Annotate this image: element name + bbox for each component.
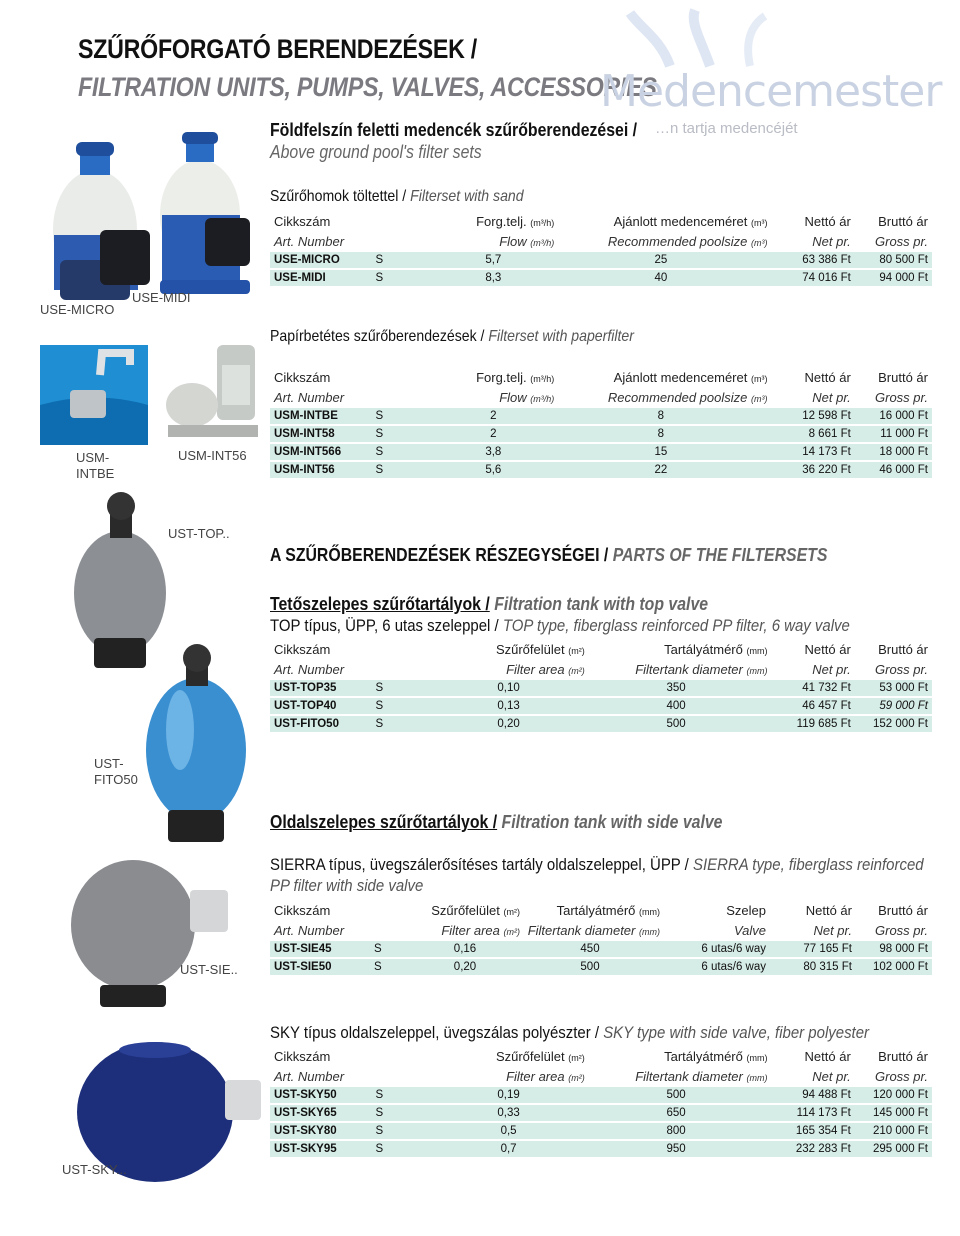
- table-cell: 3,8: [432, 444, 554, 460]
- table-row: [270, 1105, 932, 1121]
- table-cell: S: [372, 1123, 433, 1139]
- header-text: Forg.telj.: [476, 369, 527, 385]
- parts-section-title: [270, 545, 827, 566]
- header-text: (m³): [750, 393, 768, 404]
- table-row: [270, 408, 932, 424]
- table-cell: S: [372, 716, 433, 732]
- table-cell: [520, 901, 660, 919]
- navy-tank-icon: [77, 1042, 233, 1182]
- table-cell: S: [372, 680, 433, 696]
- table-cell: S: [372, 252, 433, 268]
- table-cell: [372, 368, 433, 386]
- table-header-en: [270, 388, 932, 406]
- table-cell: Art. Number: [274, 233, 345, 249]
- table-cell: [370, 921, 410, 939]
- table-cell: 94 000 Ft: [855, 270, 932, 286]
- header-text: (mm): [746, 645, 768, 656]
- table-cell: USM-INT56: [270, 462, 372, 478]
- table-cell: 53 000 Ft: [855, 680, 932, 696]
- table-cell: Bruttó ár: [878, 902, 928, 918]
- top-valve-table: [270, 638, 932, 734]
- table-cell: [410, 921, 520, 939]
- table-cell: 2: [432, 408, 554, 424]
- table-cell: 25: [554, 252, 767, 268]
- page-title: SZŰRŐFORGATÓ BERENDEZÉSEK /: [78, 34, 477, 64]
- table-row: [270, 698, 932, 714]
- table-cell: UST-SIE50: [270, 959, 370, 975]
- table-cell: 59 000 Ft: [855, 698, 932, 714]
- table-cell: Net pr.: [812, 233, 851, 249]
- table-cell: 74 016 Ft: [767, 270, 854, 286]
- table-cell: 18 000 Ft: [855, 444, 932, 460]
- table-cell: [554, 232, 767, 250]
- table-cell: Gross pr.: [875, 389, 928, 405]
- table-cell: 0,20: [432, 716, 584, 732]
- side-sub-hu: SIERRA típus, üvegszálerősítéses tartály oldalszeleppel, ÜPP /: [270, 855, 689, 874]
- table-cell: [372, 640, 433, 658]
- table-row: [270, 959, 932, 975]
- header-text: (m²): [503, 926, 520, 937]
- table-cell: 46 457 Ft: [767, 698, 854, 714]
- table-cell: UST-SKY80: [270, 1123, 372, 1139]
- side-valve-icon: [225, 1080, 261, 1120]
- table-row: [270, 1141, 932, 1157]
- pool-skimmer-image: [40, 345, 160, 450]
- caption-use-midi: USE-MIDI: [132, 290, 191, 305]
- table-cell: [432, 388, 554, 406]
- table-cell: USM-INT566: [270, 444, 372, 460]
- header-text: (m³): [750, 373, 768, 384]
- header-text: (mm): [746, 1052, 768, 1063]
- table-cell: 98 000 Ft: [856, 941, 932, 957]
- table-cell: UST-FITO50: [270, 716, 372, 732]
- table-cell: Valve: [733, 922, 766, 938]
- top-title-en: Filtration tank with top valve: [494, 594, 709, 614]
- table-cell: Cikkszám: [274, 369, 331, 385]
- table-cell: 500: [585, 1087, 768, 1103]
- table-cell: [372, 212, 433, 230]
- table-row: [270, 252, 932, 268]
- table-cell: 8: [554, 408, 767, 424]
- header-text: (m³/h): [530, 373, 555, 384]
- table-cell: [585, 1047, 768, 1065]
- top-sub-en: TOP type, fiberglass reinforced PP filter, 6 way valve: [502, 616, 850, 635]
- table-cell: 6 utas/6 way: [660, 941, 770, 957]
- table-cell: 450: [520, 941, 660, 957]
- paper-filter-pump-image: [162, 340, 262, 450]
- table-cell: [372, 388, 433, 406]
- header-text: Filtertank diameter: [527, 922, 636, 938]
- caption-use-micro: USE-MICRO: [40, 302, 115, 317]
- table-cell: 400: [585, 698, 768, 714]
- table-cell: 114 173 Ft: [767, 1105, 854, 1121]
- header-text: (m²): [568, 645, 585, 656]
- table-cell: S: [372, 408, 433, 424]
- header-text: Filter area: [506, 1068, 565, 1084]
- table-cell: 145 000 Ft: [855, 1105, 932, 1121]
- side-title-en: Filtration tank with side valve: [501, 812, 723, 832]
- side-valve-icon: [190, 890, 228, 932]
- header-text: (m³/h): [530, 217, 555, 228]
- table-cell: 14 173 Ft: [767, 444, 854, 460]
- table-cell: Bruttó ár: [878, 369, 928, 385]
- table-cell: 152 000 Ft: [855, 716, 932, 732]
- table-header-hu: [270, 901, 932, 919]
- table-cell: S: [372, 444, 433, 460]
- header-text: (m³/h): [530, 237, 555, 248]
- table-cell: Gross pr.: [875, 233, 928, 249]
- table-cell: Cikkszám: [274, 902, 331, 918]
- table-cell: 22: [554, 462, 767, 478]
- header-text: (mm): [639, 926, 660, 937]
- table-cell: Cikkszám: [274, 641, 331, 657]
- paper-section-title: [270, 328, 634, 346]
- table-cell: Net pr.: [813, 922, 852, 938]
- table-row: [270, 462, 932, 478]
- header-text: Forg.telj.: [476, 213, 527, 229]
- table-header-en: [270, 232, 932, 250]
- table-cell: S: [370, 941, 410, 957]
- table-cell: 0,20: [410, 959, 520, 975]
- table-row: [270, 270, 932, 286]
- table-cell: 232 283 Ft: [767, 1141, 854, 1157]
- caption-ust-fito-line2: FITO50: [94, 772, 138, 787]
- header-text: (m²): [568, 1052, 585, 1063]
- header-text: Filter area: [506, 661, 565, 677]
- table-cell: 0,33: [432, 1105, 584, 1121]
- skimmer-basket-icon: [70, 390, 106, 418]
- table-cell: Szelep: [726, 902, 766, 918]
- top-valve-subtitle: [270, 616, 850, 636]
- table-cell: 500: [520, 959, 660, 975]
- table-cell: 80 315 Ft: [770, 959, 856, 975]
- table-row: [270, 680, 932, 696]
- section-above-ground-title-en: Above ground pool's filter sets: [270, 142, 482, 162]
- side-sub-en-2: PP filter with side valve: [270, 876, 424, 895]
- table-cell: [432, 1047, 584, 1065]
- side-valve-subtitle: [270, 855, 924, 875]
- table-cell: [432, 1067, 584, 1085]
- table-cell: Gross pr.: [875, 661, 928, 677]
- table-cell: [372, 660, 433, 678]
- table-cell: S: [372, 426, 433, 442]
- paper-title-en: Filterset with paperfilter: [488, 328, 634, 345]
- table-row: [270, 941, 932, 957]
- table-cell: Cikkszám: [274, 213, 331, 229]
- side-valve-table: [270, 899, 932, 977]
- header-text: Ajánlott medenceméret: [613, 213, 748, 229]
- table-cell: [432, 640, 584, 658]
- header-text: (m³): [750, 237, 768, 248]
- sky-table: [270, 1045, 932, 1159]
- table-cell: [432, 368, 554, 386]
- table-cell: 2: [432, 426, 554, 442]
- sky-sub-en: SKY type with side valve, fiber polyester: [603, 1023, 870, 1042]
- table-cell: S: [370, 959, 410, 975]
- table-cell: [372, 232, 433, 250]
- table-cell: [585, 660, 768, 678]
- table-cell: 15: [554, 444, 767, 460]
- table-cell: Nettó ár: [804, 1048, 851, 1064]
- header-text: Filtertank diameter: [635, 661, 743, 677]
- table-cell: UST-SKY50: [270, 1087, 372, 1103]
- table-header-hu: [270, 640, 932, 658]
- table-cell: 120 000 Ft: [855, 1087, 932, 1103]
- side-sub-en-1: SIERRA type, fiberglass reinforced: [692, 855, 924, 874]
- header-text: (mm): [746, 665, 768, 676]
- table-cell: Nettó ár: [804, 213, 851, 229]
- table-cell: Art. Number: [274, 1068, 345, 1084]
- table-cell: [554, 368, 767, 386]
- table-cell: 0,19: [432, 1087, 584, 1103]
- table-cell: 8: [554, 426, 767, 442]
- header-text: Ajánlott medenceméret: [613, 369, 748, 385]
- header-text: Tartályátmérő: [556, 902, 636, 918]
- table-cell: 77 165 Ft: [770, 941, 856, 957]
- header-text: Flow: [499, 233, 527, 249]
- table-header-en: [270, 660, 932, 678]
- table-cell: Bruttó ár: [878, 213, 928, 229]
- caption-ust-sky: UST-SKY...: [62, 1162, 127, 1177]
- sky-sub-hu: SKY típus oldalszeleppel, üvegszálas polyészter /: [270, 1023, 600, 1042]
- table-cell: [370, 901, 410, 919]
- sand-filter-image: [20, 130, 270, 310]
- paper-filter-table: [270, 366, 932, 480]
- header-text: Szűrőfelület: [431, 902, 500, 918]
- table-header-hu: [270, 368, 932, 386]
- table-cell: USE-MIDI: [270, 270, 372, 286]
- caption-usm-intbe-line1: USM-: [76, 450, 110, 465]
- header-text: Tartályátmérő: [664, 1048, 743, 1064]
- table-cell: 6 utas/6 way: [660, 959, 770, 975]
- header-text: (m³): [750, 217, 768, 228]
- table-cell: 80 500 Ft: [855, 252, 932, 268]
- header-text: Tartályátmérő: [664, 641, 743, 657]
- table-cell: 800: [585, 1123, 768, 1139]
- sand-filter-table: [270, 210, 932, 288]
- table-cell: Gross pr.: [875, 922, 928, 938]
- table-cell: Cikkszám: [274, 1048, 331, 1064]
- table-cell: 0,5: [432, 1123, 584, 1139]
- pump-motor-icon: [166, 383, 218, 427]
- table-cell: Nettó ár: [804, 369, 851, 385]
- table-cell: 8,3: [432, 270, 554, 286]
- table-cell: 500: [585, 716, 768, 732]
- table-row: [270, 1087, 932, 1103]
- table-cell: 650: [585, 1105, 768, 1121]
- header-text: Recommended poolsize: [607, 389, 748, 405]
- table-cell: S: [372, 1141, 433, 1157]
- table-cell: UST-SKY95: [270, 1141, 372, 1157]
- table-cell: 0,10: [432, 680, 584, 696]
- table-cell: 41 732 Ft: [767, 680, 854, 696]
- caption-ust-sie: UST-SIE..: [180, 962, 238, 977]
- table-cell: 119 685 Ft: [767, 716, 854, 732]
- table-cell: Bruttó ár: [878, 1048, 928, 1064]
- table-cell: [585, 1067, 768, 1085]
- table-cell: 0,7: [432, 1141, 584, 1157]
- table-cell: 12 598 Ft: [767, 408, 854, 424]
- table-cell: [372, 1067, 433, 1085]
- header-text: Recommended poolsize: [607, 233, 748, 249]
- paper-title-hu: Papírbetétes szűrőberendezések /: [270, 328, 485, 345]
- header-text: (mm): [746, 1072, 768, 1083]
- table-cell: 0,16: [410, 941, 520, 957]
- table-cell: 295 000 Ft: [855, 1141, 932, 1157]
- top-valve-section-title: [270, 594, 708, 615]
- table-cell: S: [372, 462, 433, 478]
- table-cell: 11 000 Ft: [855, 426, 932, 442]
- table-cell: [432, 212, 554, 230]
- table-header-en: [270, 921, 932, 939]
- table-cell: [410, 901, 520, 919]
- table-cell: 950: [585, 1141, 768, 1157]
- table-cell: UST-SKY65: [270, 1105, 372, 1121]
- table-cell: Net pr.: [812, 389, 851, 405]
- sand-filter-midi-icon: [160, 132, 250, 294]
- header-text: (m²): [568, 1072, 585, 1083]
- header-text: (m²): [503, 906, 520, 917]
- table-cell: 102 000 Ft: [856, 959, 932, 975]
- table-cell: [432, 232, 554, 250]
- gray-tank-icon: [71, 860, 195, 990]
- brand-tagline: …n tartja medencéjét: [655, 120, 798, 137]
- header-text: (m³/h): [530, 393, 555, 404]
- sand-title-hu: Szűrőhomok töltettel /: [270, 188, 407, 205]
- table-header-hu: [270, 212, 932, 230]
- table-cell: 94 488 Ft: [767, 1087, 854, 1103]
- side-valve-tank-gray-image: [58, 850, 238, 1015]
- top-valve-tank-blue-image: [140, 640, 250, 845]
- table-cell: [554, 388, 767, 406]
- header-text: Filter area: [441, 922, 500, 938]
- caption-usm-int56: USM-INT56: [178, 448, 247, 463]
- sand-section-title: [270, 188, 524, 206]
- caption-usm-intbe-line2: INTBE: [76, 466, 115, 481]
- table-cell: 5,6: [432, 462, 554, 478]
- table-cell: [585, 640, 768, 658]
- table-cell: 46 000 Ft: [855, 462, 932, 478]
- gray-tank-icon: [74, 531, 166, 655]
- table-cell: UST-TOP35: [270, 680, 372, 696]
- table-cell: 40: [554, 270, 767, 286]
- side-valve-section-title: [270, 812, 722, 833]
- side-valve-subtitle-line2: [270, 876, 423, 896]
- table-cell: 8 661 Ft: [767, 426, 854, 442]
- table-cell: 5,7: [432, 252, 554, 268]
- table-cell: [372, 1047, 433, 1065]
- table-cell: [520, 921, 660, 939]
- table-cell: 350: [585, 680, 768, 696]
- table-cell: 63 386 Ft: [767, 252, 854, 268]
- table-cell: 0,13: [432, 698, 584, 714]
- section-above-ground-title: [270, 120, 637, 141]
- table-header-en: [270, 1067, 932, 1085]
- table-cell: S: [372, 1087, 433, 1103]
- table-cell: Art. Number: [274, 389, 345, 405]
- table-cell: UST-TOP40: [270, 698, 372, 714]
- sand-title-en: Filterset with sand: [410, 188, 524, 205]
- table-cell: Net pr.: [812, 1068, 851, 1084]
- table-cell: S: [372, 698, 433, 714]
- table-cell: Net pr.: [812, 661, 851, 677]
- header-text: Szűrőfelület: [495, 1048, 565, 1064]
- top-sub-hu: TOP típus, ÜPP, 6 utas szeleppel /: [270, 616, 499, 635]
- table-cell: USM-INTBE: [270, 408, 372, 424]
- top-title-hu: Tetőszelepes szűrőtartályok /: [270, 594, 490, 614]
- page-subtitle: FILTRATION UNITS, PUMPS, VALVES, ACCESSORIES: [78, 72, 657, 102]
- side-title-hu: Oldalszelepes szűrőtartályok /: [270, 812, 498, 832]
- header-text: Filtertank diameter: [635, 1068, 743, 1084]
- table-cell: USM-INT58: [270, 426, 372, 442]
- table-cell: 165 354 Ft: [767, 1123, 854, 1139]
- section-title-hu: Földfelszín feletti medencék szűrőberendezései /: [270, 120, 638, 140]
- table-cell: 210 000 Ft: [855, 1123, 932, 1139]
- table-row: [270, 426, 932, 442]
- table-cell: [432, 660, 584, 678]
- header-text: (mm): [639, 906, 660, 917]
- parts-title-en: PARTS OF THE FILTERSETS: [612, 545, 828, 565]
- table-cell: Art. Number: [274, 922, 345, 938]
- table-header-hu: [270, 1047, 932, 1065]
- table-row: [270, 444, 932, 460]
- sky-subtitle: [270, 1023, 869, 1043]
- header-text: Flow: [499, 389, 527, 405]
- table-cell: Bruttó ár: [878, 641, 928, 657]
- table-cell: USE-MICRO: [270, 252, 372, 268]
- table-cell: 16 000 Ft: [855, 408, 932, 424]
- table-cell: 36 220 Ft: [767, 462, 854, 478]
- table-cell: Gross pr.: [875, 1068, 928, 1084]
- table-cell: UST-SIE45: [270, 941, 370, 957]
- table-cell: S: [372, 1105, 433, 1121]
- caption-ust-fito-line1: UST-: [94, 756, 124, 771]
- table-cell: Nettó ár: [805, 902, 852, 918]
- header-text: (m²): [568, 665, 585, 676]
- table-cell: Art. Number: [274, 661, 345, 677]
- table-cell: [554, 212, 767, 230]
- header-text: Szűrőfelület: [495, 641, 565, 657]
- table-cell: S: [372, 270, 433, 286]
- caption-ust-top: UST-TOP..: [168, 526, 230, 541]
- table-cell: Nettó ár: [804, 641, 851, 657]
- blue-tank-icon: [146, 678, 246, 822]
- table-row: [270, 716, 932, 732]
- sand-filter-micro-icon: [53, 142, 150, 300]
- parts-title-hu: A SZŰRŐBERENDEZÉSEK RÉSZEGYSÉGEI /: [270, 545, 609, 565]
- table-row: [270, 1123, 932, 1139]
